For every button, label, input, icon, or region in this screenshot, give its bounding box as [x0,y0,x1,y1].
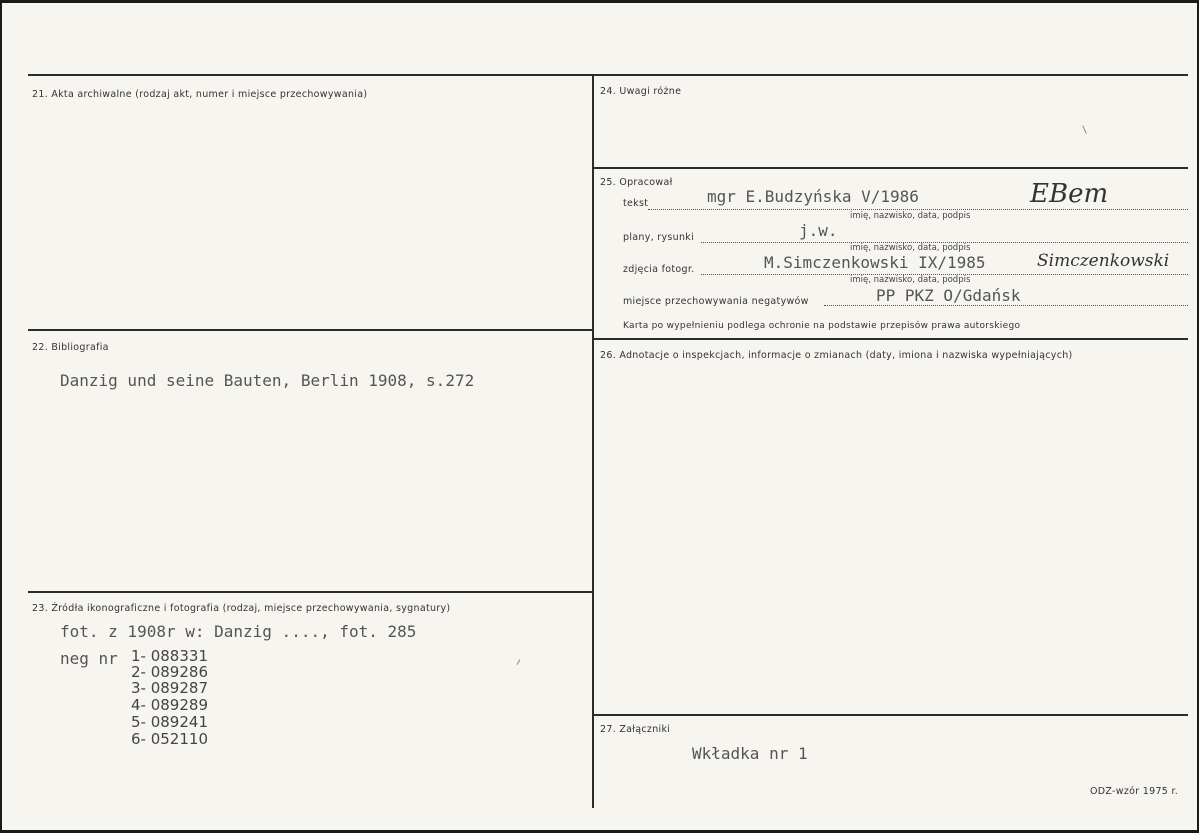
form-id: ODZ-wzór 1975 r. [1090,786,1179,797]
section-21-label: 21. Akta archiwalne (rodzaj akt, numer i miejsce przechowywania) [32,89,368,100]
caption: imię, nazwisko, data, podpis [850,211,971,221]
rule-26-27 [594,714,1188,716]
negative-item: 2- 089286 [131,663,208,681]
signature-author: EBem [1030,179,1109,209]
negative-item: 5- 089241 [131,713,208,731]
tekst-value: mgr E.Budzyńska V/1986 [707,187,919,206]
rule-25-26 [594,338,1188,340]
plany-value: j.w. [799,221,838,240]
caption: imię, nazwisko, data, podpis [850,275,971,285]
section-27-label: 27. Załączniki [600,724,671,735]
plany-label: plany, rysunki [623,232,695,243]
tekst-label: tekst [623,198,649,209]
caption: imię, nazwisko, data, podpis [850,243,971,253]
stray-mark [1082,125,1087,134]
negative-item: 3- 089287 [131,679,208,697]
top-rule [28,74,1188,76]
negative-prefix: neg nr [60,649,118,668]
negative-item: 4- 089289 [131,696,208,714]
rule-21-22 [28,329,592,331]
center-divider [592,75,594,808]
miejsce-dotted-line [824,305,1188,306]
section-24-label: 24. Uwagi różne [600,86,682,97]
section-25-label: 25. Opracował [600,177,673,188]
negative-item: 6- 052110 [131,730,208,748]
section-26-label: 26. Adnotacje o inspekcjach, informacje o zmianach (daty, imiona i nazwiska wypełniających) [600,350,1073,361]
rule-22-23 [28,591,592,593]
stray-mark [517,659,521,665]
photo-source-line: fot. z 1908r w: Danzig ...., fot. 285 [60,622,417,641]
rule-24-25 [594,167,1188,169]
negative-item: 1- 088331 [131,647,208,665]
bibliography-entry: Danzig und seine Bauten, Berlin 1908, s.272 [60,371,475,390]
signature-photographer: Simczenkowski [1037,251,1170,271]
attachment-entry: Wkładka nr 1 [692,744,808,763]
miejsce-value: PP PKZ O/Gdańsk [876,286,1021,305]
tekst-dotted-line [648,209,1188,210]
section-22-label: 22. Bibliografia [32,342,109,353]
miejsce-label: miejsce przechowywania negatywów [623,296,809,307]
zdjecia-label: zdjęcia fotogr. [623,264,695,275]
zdjecia-value: M.Simczenkowski IX/1985 [764,253,986,272]
copyright-notice: Karta po wypełnieniu podlega ochronie na podstawie przepisów prawa autorskiego [623,321,1021,331]
section-23-label: 23. Źródła ikonograficzne i fotografia (rodzaj, miejsce przechowywania, sygnatury) [32,603,451,614]
